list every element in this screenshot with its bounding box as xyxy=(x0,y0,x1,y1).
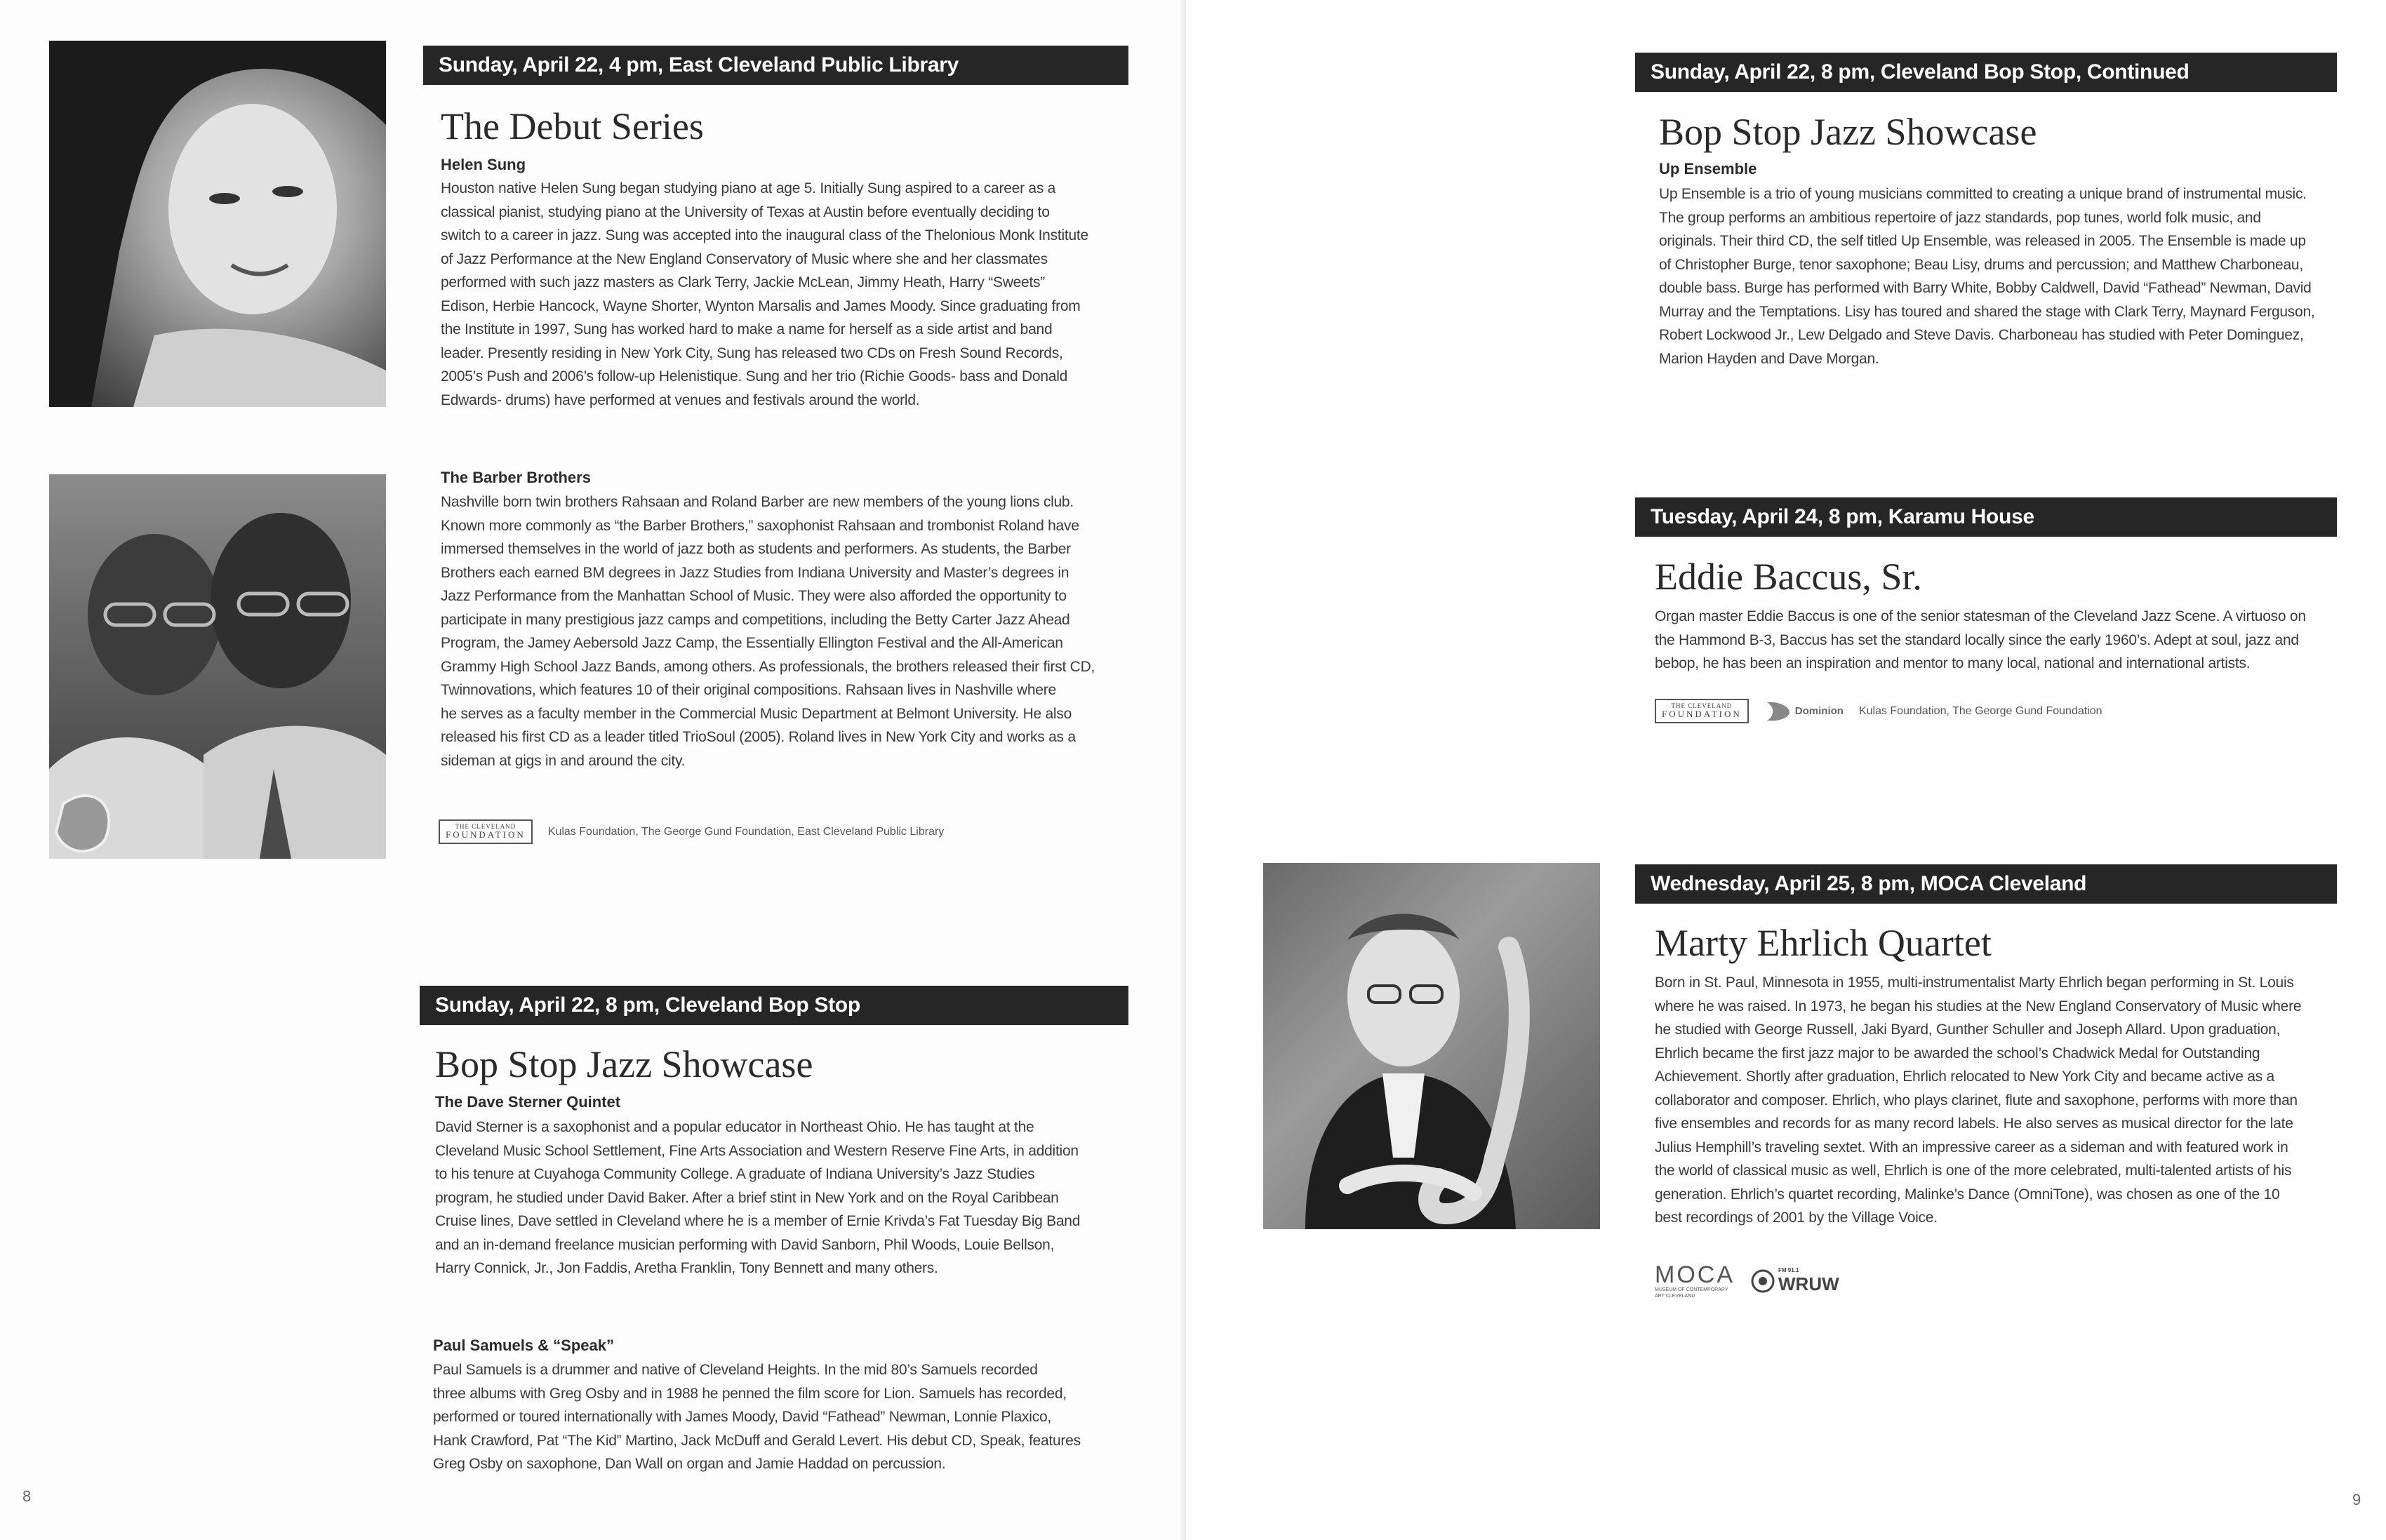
bio-helen-sung xyxy=(441,177,1135,412)
bio-line: of Christopher Burge, tenor saxophone; Beau Lisy, drums and percussion; and Matthew Charboneau, xyxy=(1659,256,2303,273)
bio-line: generation. Ehrlich’s quartet recording, Malinke’s Dance (OmniTone), was chosen as one of the 10 xyxy=(1655,1186,2280,1203)
bio-line: Born in St. Paul, Minnesota in 1955, multi-instrumentalist Marty Ehrlich began performing in St. Louis xyxy=(1655,975,2294,991)
moca-wordmark: MOCA xyxy=(1655,1261,1735,1288)
bio-line: Up Ensemble is a trio of young musicians committed to creating a unique brand of instrumental music. xyxy=(1659,186,2307,202)
page-number-right: 9 xyxy=(2352,1491,2361,1508)
event-title-bop-stop-continued: Bop Stop Jazz Showcase xyxy=(1659,111,2037,153)
helen-sung-photo xyxy=(49,41,386,407)
logo-line-big: FOUNDATION xyxy=(1662,709,1742,720)
bio-line: he studied with George Russell, Jaki Byard, Gunther Schuller and Joseph Allard. Upon graduation, xyxy=(1655,1022,2281,1038)
bio-dave-sterner xyxy=(435,1116,1137,1280)
sponsor-row-debut-series xyxy=(439,819,944,844)
left-page xyxy=(0,0,1186,1540)
wruw-text xyxy=(1778,1267,1839,1295)
bio-line: Hank Crawford, Pat “The Kid” Martino, Jack McDuff and Gerald Levert. His debut CD, Speak, features xyxy=(433,1432,1081,1449)
bio-line: where he was raised. In 1973, he began his studies at the New England Conservatory of Music where xyxy=(1655,998,2302,1015)
bio-line: Edison, Herbie Hancock, Wayne Shorter, Wynton Marsalis and James Moody. Since graduating from xyxy=(441,297,1081,314)
bio-paul-samuels xyxy=(433,1358,1135,1476)
right-page xyxy=(1186,0,2386,1540)
bio-line: Cleveland Music School Settlement, Fine Arts Association and Western Reserve Fine Arts, in addition xyxy=(435,1142,1079,1159)
bio-marty-ehrlich xyxy=(1655,971,2365,1230)
bio-line: double bass. Burge has performed with Barry White, Bobby Caldwell, David “Fathead” Newman, David xyxy=(1659,280,2312,296)
barber-brothers-photo xyxy=(49,474,386,859)
bio-line: 2005’s Push and 2006’s follow-up Helenistique. Sung and her trio (Richie Goods- bass and Donald xyxy=(441,368,1068,384)
bio-line: Nashville born twin brothers Rahsaan and Roland Barber are new members of the young lions club. xyxy=(441,494,1074,510)
bio-line: released his first CD as a leader titled TrioSoul (2005). Roland lives in New York City and works as a xyxy=(441,729,1076,745)
bio-line: David Sterner is a saxophonist and a popular educator in Northeast Ohio. He has taught at the xyxy=(435,1119,1034,1135)
bio-line: leader. Presently residing in New York City, Sung has released two CDs on Fresh Sound Records, xyxy=(441,344,1063,361)
act-name-helen-sung: Helen Sung xyxy=(441,156,526,173)
act-name-paul-samuels: Paul Samuels & “Speak” xyxy=(433,1337,614,1354)
event-header-debut-series: Sunday, April 22, 4 pm, East Cleveland Public Library xyxy=(423,46,1128,85)
wruw-mark-icon xyxy=(1750,1268,1775,1294)
bio-line: switch to a career in jazz. Sung was accepted into the inaugural class of the Thelonious Monk Institute xyxy=(441,227,1088,243)
bio-line: Murray and the Temptations. Lisy has toured and shared the stage with Clark Terry, Maynard Ferguson, xyxy=(1659,303,2315,320)
bio-line: the Hammond B-3, Baccus has set the standard locally since the early 1960’s. Adept at soul, jazz and xyxy=(1655,631,2299,648)
bio-line: and an in-demand freelance musician performing with David Sanborn, Phil Woods, Louie Bellson, xyxy=(435,1236,1055,1253)
bio-line: Organ master Eddie Baccus is one of the senior statesman of the Cleveland Jazz Scene. A virtuoso on xyxy=(1655,608,2306,624)
bio-barber-brothers xyxy=(441,490,1142,772)
event-title-marty-ehrlich: Marty Ehrlich Quartet xyxy=(1655,922,1992,964)
bio-line: Houston native Helen Sung began studying piano at age 5. Initially Sung aspired to a career as a xyxy=(441,180,1056,196)
bio-line: Greg Osby on saxophone, Dan Wall on organ and Jamie Haddad on percussion. xyxy=(433,1456,946,1472)
bio-line: the world of classical music as well, Ehrlich is one of the more celebrated, multi-talented artists of his xyxy=(1655,1163,2292,1179)
bio-line: classical pianist, studying piano at the University of Texas at Austin before eventually deciding to xyxy=(441,203,1050,220)
bio-line: Jazz Performance from the Manhattan School of Music. They were also afforded the opportunity to xyxy=(441,588,1067,604)
bio-line: Paul Samuels is a drummer and native of Cleveland Heights. In the mid 80’s Samuels recorded xyxy=(433,1362,1038,1378)
cleveland-foundation-logo xyxy=(1655,699,1749,723)
bio-line: Ehrlich became the first jazz major to be awarded the school’s Chadwick Medal for Outstanding xyxy=(1655,1045,2260,1062)
bio-line: three albums with Greg Osby and in 1988 he penned the film score for Lion. Samuels has recorded, xyxy=(433,1385,1067,1402)
event-header-moca: Wednesday, April 25, 8 pm, MOCA Cleveland xyxy=(1635,864,2337,904)
bio-line: The group performs an ambitious repertoire of jazz standards, pop tunes, world folk music, and xyxy=(1659,209,2261,226)
sponsor-row-karamu xyxy=(1655,699,2102,723)
moca-logo xyxy=(1655,1263,1735,1299)
event-header-bop-stop: Sunday, April 22, 8 pm, Cleveland Bop Stop xyxy=(420,986,1128,1025)
moca-subtitle: MUSEUM OF CONTEMPORARY ART CLEVELAND xyxy=(1655,1287,1728,1299)
sponsor-list: Kulas Foundation, The George Gund Foundation, East Cleveland Public Library xyxy=(547,825,945,838)
bio-line: performed with such jazz masters as Clark Terry, Jackie McLean, Jimmy Heath, Harry “Sweets” xyxy=(441,274,1046,290)
bio-line: Achievement. Shortly after graduation, Ehrlich relocated to New York City and became active as a xyxy=(1655,1069,2274,1085)
page-number-left: 8 xyxy=(22,1487,32,1505)
act-name-dave-sterner: The Dave Sterner Quintet xyxy=(435,1093,621,1111)
event-title-bop-stop: Bop Stop Jazz Showcase xyxy=(435,1043,813,1085)
bio-line: sideman at gigs in and around the city. xyxy=(441,752,686,769)
bio-line: Robert Lockwood Jr., Lew Delgado and Steve Davis. Charboneau has studied with Peter Dominguez, xyxy=(1659,327,2304,343)
bio-line: Known more commonly as “the Barber Brothers,” saxophonist Rahsaan and trombonist Roland have xyxy=(441,517,1079,534)
act-name-barber-brothers: The Barber Brothers xyxy=(441,469,591,486)
wruw-wordmark: WRUW xyxy=(1778,1273,1839,1294)
bio-line: immersed themselves in the world of jazz both as students and performers. As students, the Barber xyxy=(441,541,1071,557)
event-title-eddie-baccus: Eddie Baccus, Sr. xyxy=(1655,556,1922,598)
bio-line: Cruise lines, Dave settled in Cleveland where he is a member of Ernie Krivda’s Fat Tuesday Big Band xyxy=(435,1213,1081,1229)
bio-line: the Institute in 1997, Sung has worked hard to make a name for herself as a side artist and band xyxy=(441,321,1053,337)
bio-line: to his tenure at Cuyahoga Community College. A graduate of Indiana University’s Jazz Studies xyxy=(435,1166,1035,1182)
event-header-karamu-house: Tuesday, April 24, 8 pm, Karamu House xyxy=(1635,497,2337,537)
bio-line: Grammy High School Jazz Bands, among others. As professionals, the brothers released their first CD, xyxy=(441,658,1095,675)
wruw-logo xyxy=(1750,1267,1839,1295)
marty-ehrlich-photo xyxy=(1263,863,1600,1229)
bio-line: collaborator and composer. Ehrlich, who plays clarinet, flute and saxophone, performs with more than xyxy=(1655,1092,2298,1109)
bio-line: Program, the Jamey Aebersold Jazz Camp, the Essentially Ellington Festival and the All-American xyxy=(441,635,1063,651)
logo-line-big: FOUNDATION xyxy=(446,829,526,841)
logo-line-small: THE CLEVELAND xyxy=(455,823,516,830)
bio-line: program, he studied under David Baker. After a brief stint in New York and on the Royal Caribbean xyxy=(435,1189,1059,1206)
bio-line: Harry Connick, Jr., Jon Faddis, Aretha Franklin, Tony Bennett and many others. xyxy=(435,1260,938,1276)
act-name-up-ensemble: Up Ensemble xyxy=(1659,160,1757,178)
bio-line: participate in many prestigious jazz camps and competitions, including the Betty Carter Jazz Ahead xyxy=(441,611,1070,628)
bio-line: performed or toured internationally with James Moody, David “Fathead” Newman, Lonnie Plaxico, xyxy=(433,1409,1051,1425)
bio-line: Twinnovations, which features 10 of their original compositions. Rahsaan lives in Nashville where xyxy=(441,682,1056,698)
sponsor-list: Kulas Foundation, The George Gund Foundation xyxy=(1858,704,2102,717)
logo-line-small: THE CLEVELAND xyxy=(1671,702,1733,709)
bio-line: Edwards- drums) have performed at venues and festivals around the world. xyxy=(441,391,920,408)
bio-line: originals. Their third CD, the self titled Up Ensemble, was released in 2005. The Ensemble is made up xyxy=(1659,233,2306,249)
cleveland-foundation-logo xyxy=(439,819,533,844)
bio-line: of Jazz Performance at the New England Conservatory of Music where she and her classmates xyxy=(441,250,1048,267)
bio-line: five ensembles and records for as many record labels. He also serves as musical director for the late xyxy=(1655,1116,2293,1132)
bio-line: Marion Hayden and Dave Morgan. xyxy=(1659,350,1879,367)
wruw-frequency: FM 91.1 xyxy=(1778,1267,1799,1273)
event-header-bop-stop-continued: Sunday, April 22, 8 pm, Cleveland Bop Stop, Continued xyxy=(1635,53,2337,92)
event-title-debut-series: The Debut Series xyxy=(441,105,704,147)
bio-line: he serves as a faculty member in the Commercial Music Department at Belmont University. He also xyxy=(441,705,1072,722)
bio-line: bebop, he has been an inspiration and mentor to many local, national and international artists. xyxy=(1655,655,2251,671)
bio-eddie-baccus xyxy=(1655,605,2364,676)
dominion-mark-icon xyxy=(1764,699,1792,723)
bio-line: best recordings of 2001 by the Village Voice. xyxy=(1655,1210,1938,1226)
bio-line: Julius Hemphill’s traveling sextet. With an impressive career as a sideman and with featured work in xyxy=(1655,1139,2288,1156)
bio-line: Brothers each earned BM degrees in Jazz Studies from Indiana University and Master’s degrees in xyxy=(441,564,1069,581)
bio-up-ensemble xyxy=(1659,182,2368,370)
dominion-logo xyxy=(1764,699,1844,723)
dominion-wordmark: Dominion xyxy=(1794,705,1844,718)
sponsor-row-moca xyxy=(1655,1263,1839,1299)
